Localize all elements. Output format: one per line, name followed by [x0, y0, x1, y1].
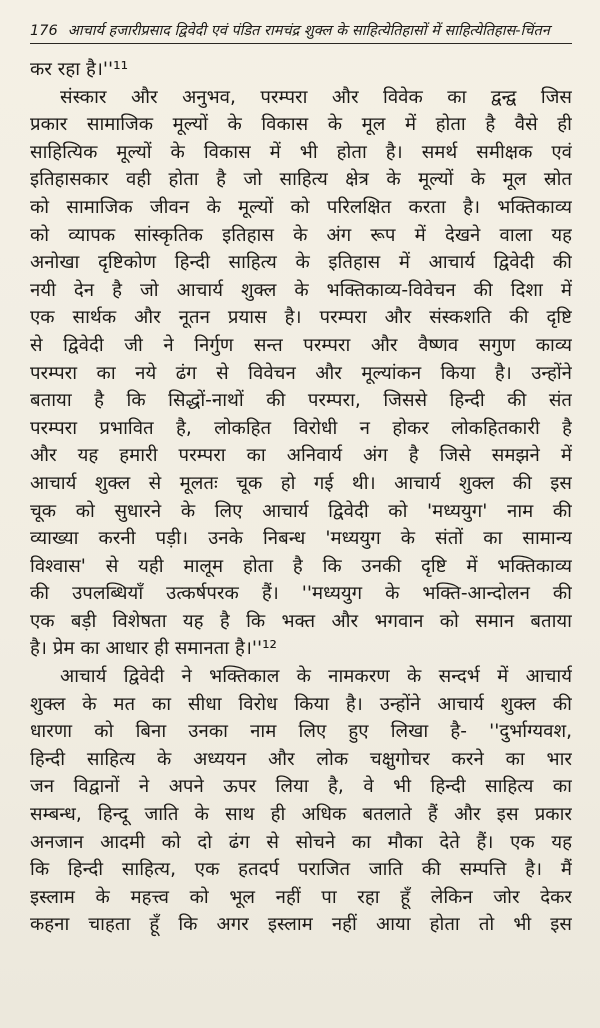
body-text: [30, 56, 572, 939]
text-line-1: कर रहा है।''¹¹: [30, 59, 129, 80]
text-line-19: विश्वास' से यही मालूम होता है कि उनकी दृष्टि में भक्तिकाव्य: [30, 555, 572, 577]
text-line-21: एक बड़ी विशेषता यह है कि भक्त और भगवान को समान बताया: [30, 610, 572, 632]
text-line-32: कहना चाहता हूँ कि अगर इस्लाम नहीं आया होता तो भी इस: [30, 914, 572, 936]
text-line-2: संस्कार और अनुभव, परम्परा और विवेक का द्वन्द्व जिस: [60, 86, 572, 108]
text-line-28: सम्बन्ध, हिन्दू जाति के साथ ही अधिक बतलाते हैं और इस प्रकार: [30, 804, 572, 826]
text-line-26: हिन्दी साहित्य के अध्ययन और लोक चक्षुगोचर करने का भार: [30, 748, 572, 770]
text-line-11: से द्विवेदी जी ने निर्गुण सन्त परम्परा और वैष्णव सगुण काव्य: [30, 334, 572, 356]
text-line-3: प्रकार सामाजिक मूल्यों के विकास के मूल में होता है वैसे ही: [30, 114, 572, 136]
text-line-25: धारणा को बिना उनका नाम लिए हुए लिखा है- ''दुर्भाग्यवश,: [30, 721, 572, 743]
text-line-16: आचार्य शुक्ल से मूलतः चूक हो गई थी। आचार्य शुक्ल की इस: [30, 472, 572, 494]
text-line-8: अनोखा दृष्टिकोण हिन्दी साहित्य के इतिहास में आचार्य द्विवेदी की: [30, 252, 572, 274]
running-header: [30, 22, 572, 44]
text-line-15: और यह हमारी परम्परा का अनिवार्य अंग है जिसे समझने में: [30, 445, 572, 467]
text-line-18: व्याख्या करनी पड़ी। उनके निबन्ध 'मध्ययुग के संतों का सामान्य: [30, 528, 572, 550]
text-line-7: को व्यापक सांस्कृतिक इतिहास के अंग रूप में देखने वाला यह: [30, 224, 572, 246]
running-title: आचार्य हजारीप्रसाद द्विवेदी एवं पंडित रामचंद्र शुक्ल के साहित्येतिहासों में साहित्येतिहास-चिंतन: [67, 23, 550, 39]
text-line-30: कि हिन्दी साहित्य, एक हतदर्प पराजित जाति की सम्पत्ति है। मैं: [30, 859, 572, 881]
text-line-10: एक सार्थक और नूतन प्रयास है। परम्परा और संस्कशति की दृष्टि: [30, 307, 572, 329]
text-line-13: बताया है कि सिद्धों-नाथों की परम्परा, जिससे हिन्दी की संत: [30, 390, 572, 412]
text-line-6: को सामाजिक जीवन के मूल्यों को परिलक्षित करता है। भक्तिकाव्य: [30, 196, 572, 218]
text-line-20: की उपलब्धियाँ उत्कर्षपरक हैं। ''मध्ययुग के भक्ति-आन्दोलन की: [30, 583, 572, 605]
text-line-31: इस्लाम के महत्त्व को भूल नहीं पा रहा हूँ लेकिन जोर देकर: [30, 886, 572, 908]
text-line-14: परम्परा प्रभावित है, लोकहित विरोधी न होकर लोकहितकारी है: [30, 417, 572, 439]
text-line-29: अनजान आदमी को दो ढंग से सोचने का मौका देते हैं। एक यह: [30, 831, 572, 853]
text-line-27: जन विद्वानों ने अपने ऊपर लिया है, वे भी हिन्दी साहित्य का: [30, 776, 572, 798]
text-line-9: नयी देन है जो आचार्य शुक्ल के भक्तिकाव्य-विवेचन की दिशा में: [30, 279, 572, 301]
text-line-22: है। प्रेम का आधार ही समानता है।''¹²: [30, 638, 278, 660]
text-line-23: आचार्य द्विवेदी ने भक्तिकाल के नामकरण के सन्दर्भ में आचार्य: [60, 666, 572, 688]
text-line-5: इतिहासकार वही होता है जो साहित्य क्षेत्र के मूल्यों के मूल स्रोत: [30, 169, 572, 191]
text-line-24: शुक्ल के मत का सीधा विरोध किया है। उन्होंने आचार्य शुक्ल की: [30, 693, 572, 715]
page-number: 176: [30, 23, 58, 39]
text-line-12: परम्परा का नये ढंग से विवेचन और मूल्यांकन किया है। उन्होंने: [30, 362, 572, 384]
text-line-17: चूक को सुधारने के लिए आचार्य द्विवेदी को 'मध्ययुग' नाम की: [30, 500, 572, 522]
text-line-4: साहित्यिक मूल्यों के विकास में भी होता है। समर्थ समीक्षक एवं: [30, 141, 572, 163]
